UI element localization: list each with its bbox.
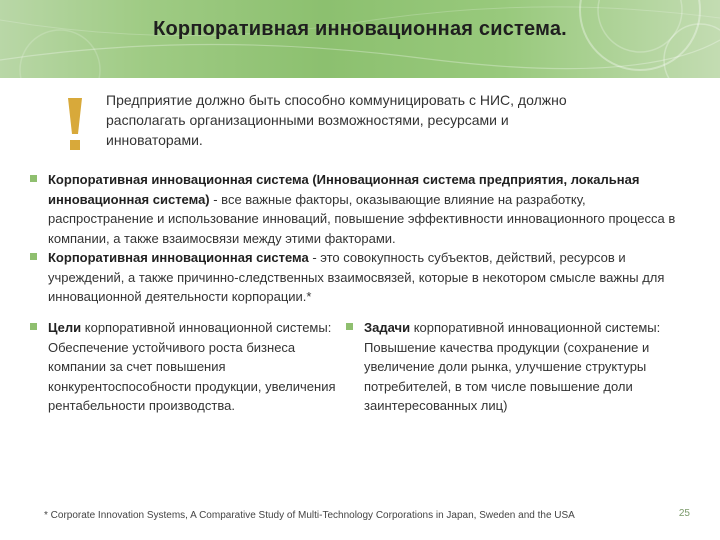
bullet-square-icon [30, 175, 37, 182]
goals-tasks [30, 318, 692, 418]
term-bold: Корпоративная инновационная система (Инновационная система предприятия, локальная инновационная система) [48, 172, 640, 207]
goals-label: Цели [48, 320, 82, 335]
note-text: Предприятие должно быть способно коммуницировать с НИС, должно располагать организационными возможностями, ресурсами и инноваторами. [106, 92, 567, 148]
definition-text: - это совокупность субъектов, действий, ресурсов и учреждений, а также причинно-следственных взаимосвязей, которые в некотором смысле важны для инновационной деятельности корпорации.* [48, 250, 665, 304]
bullet-square-icon [30, 253, 37, 260]
list-item [30, 170, 692, 248]
slide-title: Корпоративная инновационная система. [153, 18, 567, 40]
list-item [30, 248, 692, 307]
tasks-label: Задачи [364, 320, 411, 335]
footnote: * Corporate Innovation Systems, A Comparative Study of Multi-Technology Corporations in Japan, Sweden and the USA [44, 510, 575, 521]
goals-text: корпоративной инновационной системы: Обеспечение устойчивого роста бизнеса компании за счет повышения конкурентоспособности продукции, увеличения рентабельности производства. [48, 320, 336, 413]
bullet-square-icon [346, 323, 353, 330]
definitions-list [30, 170, 692, 307]
exclamation-icon [62, 96, 88, 156]
tasks-text: корпоративной инновационной системы: Повышение качества продукции (сохранение и увеличение доли рынка, улучшение структуры потребителей, в том числе повышение доли заинтересованных лиц) [364, 320, 661, 413]
goals-column [30, 318, 348, 416]
definition-text: - все важные факторы, оказывающие влияние на разработку, распространение и использование инноваций, повышение эффективности инновационного процесса в компании, а также взаимосвязи между этими факторами. [48, 191, 676, 246]
slide-header [0, 0, 720, 78]
bullet-square-icon [30, 323, 37, 330]
tasks-column [346, 318, 694, 416]
note-block [54, 90, 614, 160]
term-bold: Корпоративная инновационная система [48, 250, 309, 265]
page-number: 25 [678, 508, 690, 519]
